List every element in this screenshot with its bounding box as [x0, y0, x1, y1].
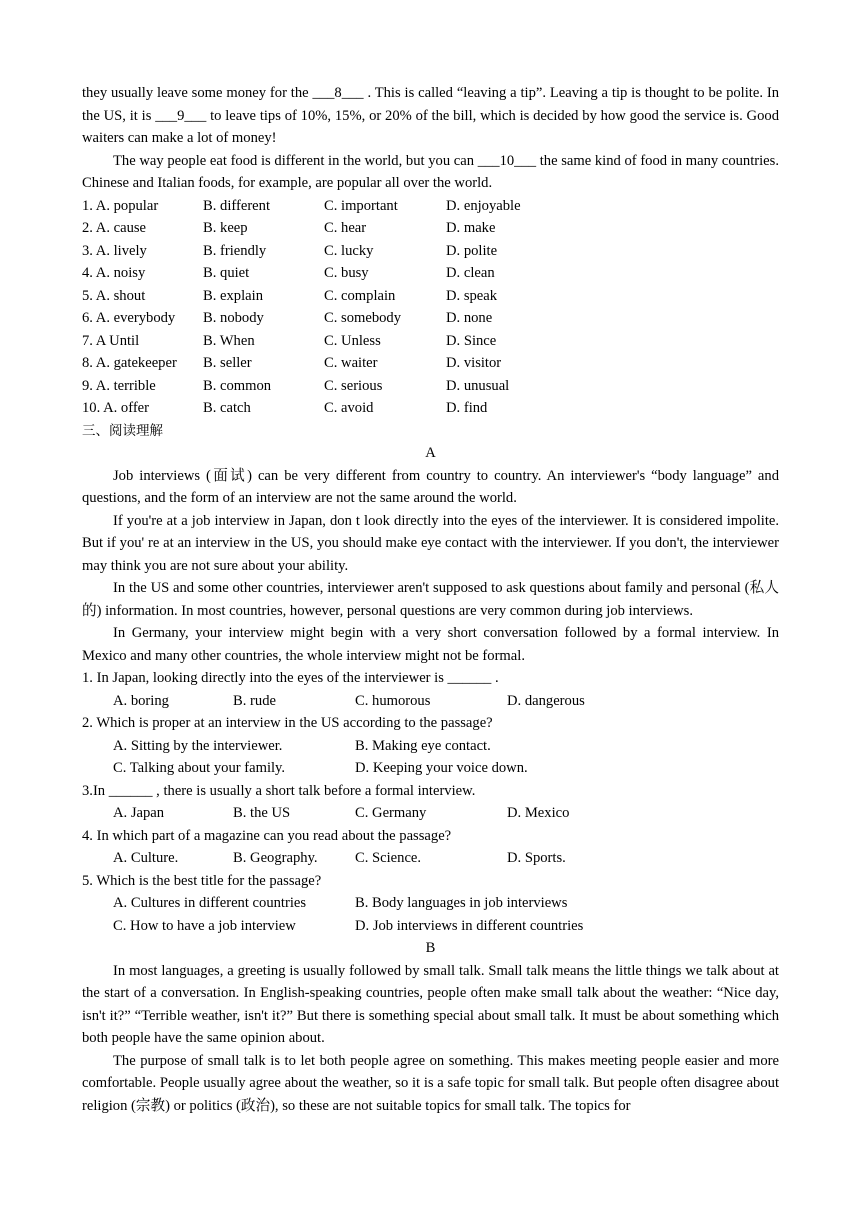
question-stem: 4. In which part of a magazine can you read about the passage? [82, 827, 452, 844]
passage-label: B [425, 940, 436, 956]
option-b: B. When [203, 332, 255, 349]
question-options [82, 735, 779, 758]
option-b: B. keep [203, 220, 248, 236]
option-d: D. Mexico [507, 805, 570, 821]
option-b: B. Geography. [233, 850, 318, 866]
option-b: B. nobody [203, 310, 264, 326]
section-heading: 三、阅读理解 [82, 422, 163, 439]
option-a: A. Cultures in different countries [113, 895, 307, 911]
option-c: C. complain [324, 287, 396, 304]
option-d: D. Since [446, 332, 497, 349]
option-c: C. Talking about your family. [113, 760, 286, 776]
question-options [82, 802, 779, 825]
option-a: A. Sitting by the interviewer. [113, 737, 283, 754]
option-c: C. avoid [324, 400, 374, 416]
option-a: A. boring [113, 692, 169, 709]
option-c: C. Science. [355, 850, 422, 866]
option-d: D. unusual [446, 377, 510, 394]
option-d: D. polite [446, 242, 498, 259]
option-b: B. the US [233, 805, 291, 821]
option-c: C. somebody [324, 310, 402, 326]
option-row [82, 240, 779, 263]
question-stem: 2. Which is proper at an interview in the US according to the passage? [82, 715, 493, 731]
passage-label: A [425, 445, 436, 461]
option-b: B. common [203, 377, 272, 394]
option-d: D. Keeping your voice down. [355, 760, 528, 776]
option-b: B. quiet [203, 265, 250, 281]
passage-paragraph: If you're at a job interview in Japan, don t look directly into the eyes of the interviewer. It is considered impolite. But if you' re at an interview in the US, you should make eye contact with the interviewer. If you don't, the interviewer may think you are not sure about your ability. [82, 512, 779, 574]
question-stem: 3.In ______ , there is usually a short talk before a formal interview. [82, 782, 476, 799]
option-b: B. Making eye contact. [355, 737, 491, 754]
question-options [82, 892, 779, 915]
option-d: D. make [446, 220, 496, 236]
option-c: C. humorous [355, 692, 431, 709]
option-d: D. dangerous [507, 692, 585, 709]
document-page [82, 82, 779, 1117]
option-d: D. visitor [446, 355, 502, 371]
option-a: 1. A. popular [82, 197, 159, 214]
option-d: D. enjoyable [446, 197, 521, 214]
option-c: C. important [324, 197, 398, 214]
option-c: C. waiter [324, 355, 378, 371]
question-options [82, 690, 779, 713]
passage-paragraph: In Germany, your interview might begin with a very short conversation followed by a formal interview. In Mexico and many other countries, the whole interview might not be formal. [82, 625, 779, 664]
passage-paragraph: In most languages, a greeting is usually followed by small talk. Small talk means the little things we talk about at the start of a conversation. In English-speaking countries, people often make small talk about the weather: “Nice day, isn't it?” “Terrible weather, isn't it?” But there is something special about small talk. It must be about something which both people have the same opinion about. [82, 962, 779, 1046]
option-a: 4. A. noisy [82, 265, 146, 281]
option-row [82, 217, 779, 240]
option-a: 9. A. terrible [82, 377, 156, 394]
option-d: D. find [446, 400, 488, 416]
option-row [82, 307, 779, 330]
option-c: C. Germany [355, 805, 427, 821]
option-row [82, 195, 779, 218]
cloze-options [82, 195, 779, 420]
option-c: C. busy [324, 265, 369, 281]
option-b: B. catch [203, 400, 251, 416]
question-options [82, 915, 779, 938]
option-a: 10. A. offer [82, 400, 150, 416]
option-c: C. serious [324, 377, 383, 394]
option-d: D. clean [446, 265, 495, 281]
option-c: C. How to have a job interview [113, 917, 296, 934]
cloze-paragraph: they usually leave some money for the ___8___ . This is called “leaving a tip”. Leaving a tip is thought to be polite. In the US, it is ___9___ to leave tips of 10%, 15%, or 20% of the bill, which is decided by how good the service is. Good waiters can make a lot of money! [82, 85, 779, 146]
passage-paragraph: Job interviews (面试) can be very different from country to country. An interviewer's “body language” and questions, and the form of an interview are not the same around the world. [82, 467, 779, 506]
question-stem: 5. Which is the best title for the passage? [82, 872, 322, 889]
question-options [82, 757, 779, 780]
option-row [82, 375, 779, 398]
option-b: B. rude [233, 692, 276, 709]
passage-paragraph: In the US and some other countries, interviewer aren't supposed to ask questions about family and personal (私人的) information. In most countries, however, personal questions are very common during job interviews. [82, 580, 779, 619]
option-a: 2. A. cause [82, 220, 147, 236]
option-b: B. friendly [203, 242, 267, 259]
option-row [82, 397, 779, 420]
option-c: C. Unless [324, 332, 381, 349]
option-row [82, 285, 779, 308]
option-d: D. none [446, 310, 493, 326]
option-a: 8. A. gatekeeper [82, 355, 177, 371]
option-d: D. speak [446, 287, 498, 304]
option-a: 5. A. shout [82, 287, 146, 304]
option-c: C. lucky [324, 242, 374, 259]
option-b: B. Body languages in job interviews [355, 895, 568, 911]
option-a: 3. A. lively [82, 242, 147, 259]
cloze-paragraph: The way people eat food is different in the world, but you can ___10___ the same kind of food in many countries. Chinese and Italian foods, for example, are popular all over the world. [82, 152, 779, 191]
option-row [82, 330, 779, 353]
option-c: C. hear [324, 220, 367, 236]
option-b: B. seller [203, 355, 252, 371]
option-d: D. Job interviews in different countries [355, 917, 584, 934]
question-options [82, 847, 779, 870]
option-a: A. Culture. [113, 850, 179, 866]
option-a: A. Japan [113, 805, 165, 821]
passage-paragraph: The purpose of small talk is to let both people agree on something. This makes meeting people easier and more comfortable. People usually agree about the weather, so it is a safe topic for small talk. But people often disagree about religion (宗教) or politics (政治), so these are not suitable topics for small talk. The topics for [82, 1052, 779, 1114]
option-b: B. different [203, 197, 271, 214]
option-a: 6. A. everybody [82, 310, 176, 326]
option-row [82, 352, 779, 375]
option-a: 7. A Until [82, 332, 140, 349]
option-row [82, 262, 779, 285]
option-b: B. explain [203, 287, 263, 304]
question-stem: 1. In Japan, looking directly into the eyes of the interviewer is ______ . [82, 670, 499, 686]
option-d: D. Sports. [507, 850, 566, 866]
